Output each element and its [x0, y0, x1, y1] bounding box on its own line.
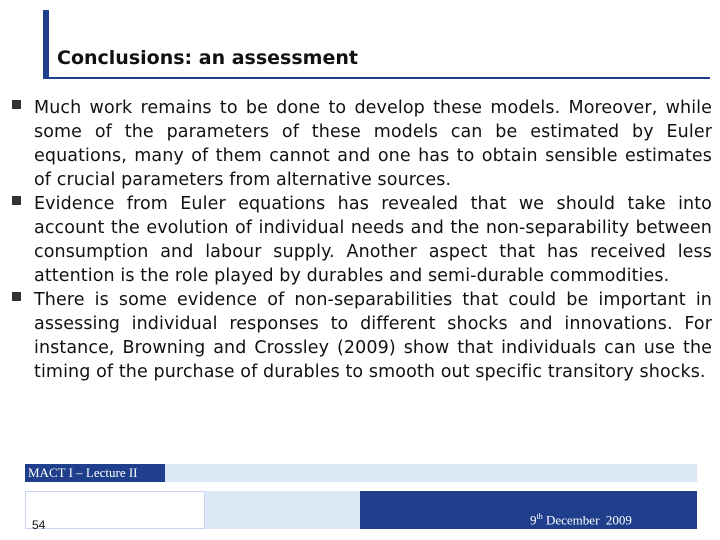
title-accent-bar — [43, 10, 49, 77]
page-number: 54 — [32, 518, 46, 532]
date-rest: December 2009 — [542, 512, 632, 528]
footer-lecture-label: MACT I – Lecture II — [28, 465, 138, 480]
bullet-text: Evidence from Euler equations has revealed that we should take into account the evolution of individual needs and the non-separability between consumption and labour supply. Another aspect that has received less attention is the role played by durables and semi-durable commodities. — [34, 194, 712, 286]
square-bullet-icon — [12, 196, 21, 205]
bullet-text: Much work remains to be done to develop these models. Moreover, while some of the parameters of these models can be estimated by Euler equations, many of them cannot and one has to obtain sensible estimates of crucial parameters from alternative sources. — [34, 98, 712, 190]
date-suffix: th — [536, 512, 543, 521]
square-bullet-icon — [12, 292, 21, 301]
date-day: 9 — [530, 512, 537, 528]
bullet-text: There is some evidence of non-separabilities that could be important in assessing individual responses to different shocks and innovations. For instance, Browning and Crossley (2009) show that individuals can use the timing of the purchase of durables to smooth out specific transitory shocks. — [34, 290, 712, 382]
bullet-item — [12, 96, 712, 192]
footer-page-box — [25, 491, 205, 529]
bullet-item — [12, 192, 712, 288]
footer-light-block — [205, 491, 360, 529]
bullet-list — [12, 96, 712, 384]
bullet-item — [12, 288, 712, 384]
square-bullet-icon — [12, 100, 21, 109]
slide-title: Conclusions: an assessment — [57, 47, 358, 69]
footer-dark-block — [360, 491, 697, 529]
title-underline — [43, 77, 710, 79]
footer-date — [530, 512, 632, 528]
